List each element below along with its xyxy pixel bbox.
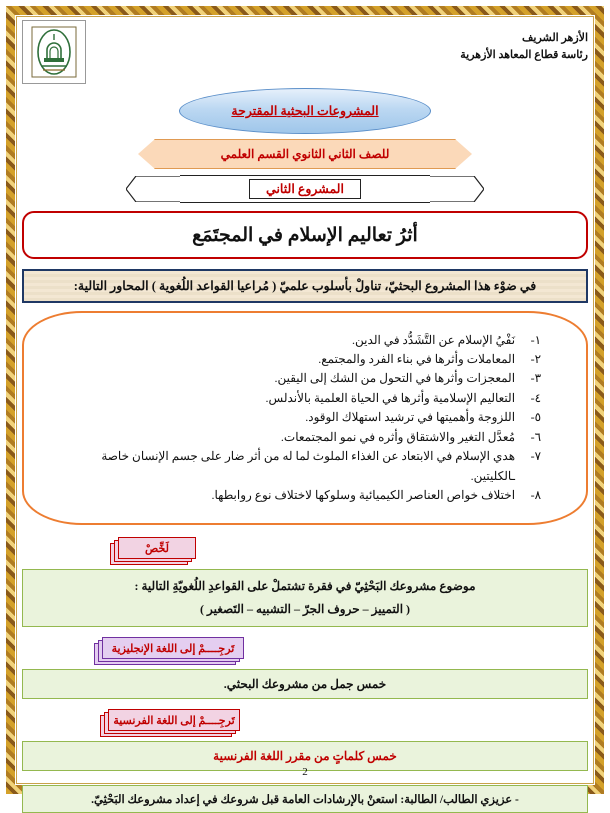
ellipse-title-shape — [179, 88, 431, 134]
axis-number: ٤- — [530, 390, 542, 405]
ribbon-wrap — [22, 175, 588, 203]
ribbon-shape — [180, 175, 430, 203]
arrow-banner-shape — [154, 139, 456, 169]
list-item — [69, 447, 541, 486]
summary-box — [22, 569, 588, 627]
summary-tab[interactable] — [118, 537, 196, 559]
footer-note-box: - عزيزي الطالب/ الطالبة: استعنْ بالإرشادات العامة قبل شروعك في إعداد مشروعك البَحْثِيّ. — [22, 785, 588, 813]
summary-line-1: موضوع مشروعك البَحْثِيّ في فقرة تشتملْ على القواعدِ اللُغويّةِ التالية : — [134, 579, 476, 593]
ribbon-label: المشروع الثاني — [249, 179, 361, 199]
ribbon-tail-right-icon — [430, 176, 484, 202]
axis-text: هدي الإسلام في الابتعاد عن الغذاء الملوث لما له من أثر ضار على جسم الإنسان خاصة ـالكليتين. — [101, 449, 516, 483]
research-axes-box — [22, 311, 588, 525]
header-authority — [442, 20, 588, 63]
arrow-banner-wrap — [22, 139, 588, 169]
ribbon-tail-left-icon — [126, 176, 180, 202]
axis-number: ٢- — [530, 351, 542, 366]
azhar-logo-icon — [22, 20, 86, 84]
axis-text: التعاليم الإسلامية وأثرها في الحياة العلمية بالأندلس. — [265, 390, 516, 405]
project-title: أثرُ تعاليم الإسلام في المجتَمَع — [192, 224, 418, 246]
axis-number: ٨- — [530, 488, 542, 503]
page-number: 2 — [302, 766, 308, 778]
list-item — [69, 486, 541, 505]
page-content — [22, 20, 588, 806]
french-tab[interactable] — [108, 709, 240, 731]
instruction-bar: في ضوْء هذا المشروع البحثيّ، تناولْ بأسلوب علميّ ( مُراعيا القواعد اللُغوية ) المحاور التالية: — [22, 269, 588, 303]
summary-line-2: ( التمييز – حروف الجرّ – التشبيه – التَصغير ) — [199, 602, 411, 616]
axis-number: ٦- — [530, 429, 542, 444]
list-item — [69, 408, 541, 427]
research-axes-list — [69, 331, 541, 506]
list-item — [69, 369, 541, 388]
axis-text: المعجزات وأثرها في التحول من الشك إلى اليقين. — [274, 371, 516, 386]
french-tab-label: تَرجِــــمْ إلى اللغة الفرنسية — [113, 714, 235, 727]
summary-tab-label: لَخِّصْ — [145, 542, 169, 555]
list-item — [69, 350, 541, 369]
summary-tab-stack — [22, 537, 588, 563]
axis-number: ٧- — [530, 449, 542, 464]
axis-number: ١- — [530, 332, 542, 347]
english-tab-label: تَرجِــــمْ إلى اللغة الإنجليزية — [111, 642, 235, 655]
english-tab-stack — [22, 637, 588, 663]
project-title-box — [22, 211, 588, 259]
list-item — [69, 331, 541, 350]
axis-number: ٣- — [530, 371, 542, 386]
axis-text: اللزوجة وأهميتها في ترشيد استهلاك الوقود. — [305, 410, 516, 425]
axis-number: ٥- — [530, 410, 542, 425]
axis-text: المعاملات وأثرها في بناء الفرد والمجتمع. — [318, 351, 516, 366]
french-box: خمس كلماتٍ من مقرر اللغة الفرنسية — [22, 741, 588, 771]
page-header — [22, 20, 588, 92]
arrow-banner-text: للصف الثاني الثانوي القسم العلمي — [220, 146, 390, 161]
french-tab-stack — [22, 709, 588, 735]
list-item — [69, 389, 541, 408]
list-item — [69, 428, 541, 447]
ellipse-title-text: المشروعات البحثية المقترحة — [231, 104, 379, 118]
english-box: خمس جمل من مشروعك البحثي. — [22, 669, 588, 699]
header-line-1: الأزهر الشريف — [522, 32, 588, 44]
english-tab[interactable] — [102, 637, 244, 659]
axis-text: اختلاف خواص العناصر الكيميائية وسلوكها لاختلاف نوع روابطها. — [211, 488, 516, 503]
axis-text: مُعدَّل التغير والاشتقاق وأثره في نمو المجتمعات. — [280, 429, 516, 444]
ellipse-title-wrap — [22, 88, 588, 134]
header-line-2: رئاسة قطاع المعاهد الأزهرية — [460, 48, 588, 61]
axis-text: نَفْيُ الإسلام عن التَّشَدُّد في الدين. — [352, 332, 516, 347]
